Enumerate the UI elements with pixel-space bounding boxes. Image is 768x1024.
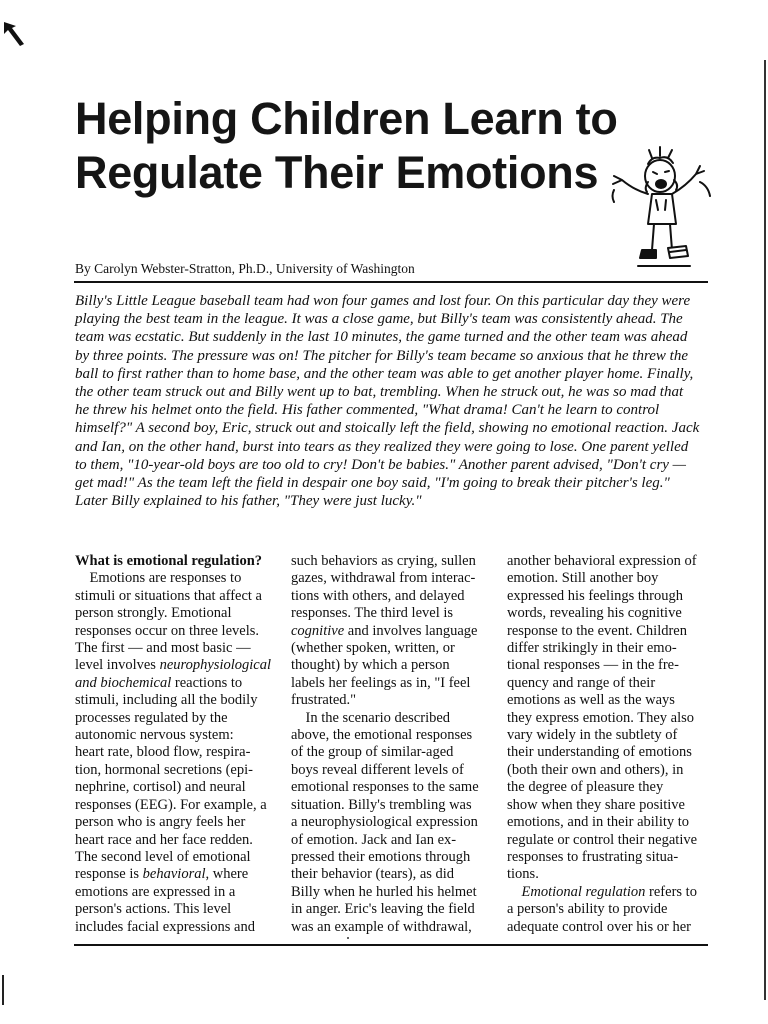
- body-line: regulate or control their negative: [507, 831, 698, 848]
- body-line: (whether spoken, written, or: [291, 640, 455, 657]
- body-line: show when they share positive: [507, 796, 685, 813]
- intro-line: the other team struck out and Billy went up to bat, trembling. When he struck out, he was so mad that: [75, 384, 684, 401]
- body-line: tions with others, and delayed: [291, 587, 465, 604]
- body-line: their behavior (tears), as did: [291, 866, 455, 883]
- body-line: person who is angry feels her: [75, 814, 246, 831]
- column-1: [75, 553, 280, 936]
- body-line: tional responses — in the fre-: [507, 657, 679, 674]
- scan-edge-line: [764, 60, 766, 1000]
- body-line: (both their own and others), in: [507, 761, 684, 778]
- intro-line: to them, "10-year-old boys are too old to cry! Don't be babies." Another parent advised, "Don't cry —: [75, 456, 687, 473]
- body-line: heart rate, blood flow, respira-: [75, 744, 251, 761]
- body-line: such behaviors as crying, sullen: [291, 553, 476, 569]
- body-line: Emotional regulation refers to: [521, 883, 697, 900]
- body-line: quency and range of their: [507, 674, 656, 691]
- body-line: emotion. Still another boy: [507, 570, 659, 587]
- intro-line: playing the best team in the league. It was a close game, but Billy's team was consistently ahead. The: [75, 311, 683, 328]
- page-speck: [347, 937, 349, 939]
- body-line: emotions, and in their ability to: [507, 814, 690, 831]
- intro-line: team was ecstatic. But suddenly in the last 10 minutes, the game turned and the other team was ahead: [75, 329, 688, 346]
- body-line: another behavioral expression of: [507, 553, 697, 569]
- intro-line: himself?" A second boy, Eric, struck out and stoically left the field, showing no emotional reaction. Jack: [75, 420, 700, 437]
- body-line: responses. The third level is: [291, 605, 454, 622]
- body-line: response is behavioral, where: [75, 866, 249, 883]
- intro-line: Billy's Little League baseball team had won four games and lost four. On this particular day they were: [75, 293, 691, 309]
- body-line: In the scenario described: [291, 709, 451, 726]
- body-line: of emotion. Jack and Ian ex-: [291, 831, 457, 848]
- body-line: The first — and most basic —: [75, 640, 251, 657]
- body-line: stimuli or situations that affect a: [75, 587, 262, 604]
- bottom-divider: [74, 944, 708, 946]
- body-line: Billy when he hurled his helmet: [291, 883, 477, 900]
- body-line: adequate control over his or her: [507, 918, 691, 935]
- body-line: Emotions are responses to: [75, 570, 242, 587]
- body-line: includes facial expressions and: [75, 918, 255, 935]
- column-2: [291, 553, 491, 936]
- body-line: in anger. Eric's leaving the field: [291, 901, 475, 918]
- body-line: responses occur on three levels.: [75, 622, 260, 639]
- intro-paragraph: [75, 292, 709, 510]
- page-title: [75, 92, 635, 200]
- body-line: tions.: [507, 866, 539, 883]
- body-line: autonomic nervous system:: [75, 727, 234, 744]
- intro-line: and Ian, on the other hand, burst into tears as they realized they were going to lose. One parent yelled: [75, 438, 689, 455]
- body-line: emotions are expressed in a: [75, 883, 236, 900]
- byline: By Carolyn Webster-Stratton, Ph.D., University of Washington: [75, 261, 415, 276]
- body-line: pressed their emotions through: [291, 848, 471, 865]
- intro-line: by three points. The pressure was on! The pitcher for Billy's team became so anxious that he threw the: [75, 347, 688, 364]
- body-line: boys reveal different levels of: [291, 761, 464, 778]
- intro-line: ball to first rather than to home base, and the other team was able to get another player home. Finally,: [75, 365, 694, 382]
- top-divider: [74, 281, 708, 283]
- body-line: level involves neurophysiological: [75, 657, 271, 674]
- body-line: responses (EEG). For example, a: [75, 796, 267, 813]
- body-line: expressed his feelings through: [507, 587, 683, 604]
- body-line: stimuli, including all the bodily: [75, 692, 258, 709]
- body-line: person's actions. This level: [75, 901, 232, 918]
- body-line: person strongly. Emotional: [75, 605, 232, 622]
- body-line: a person's ability to provide: [507, 901, 668, 918]
- body-line: emotional responses to the same: [291, 779, 479, 796]
- body-line: their understanding of emotions: [507, 744, 692, 761]
- body-line: words, revealing his cognitive: [507, 605, 682, 622]
- body-line: the degree of pleasure they: [507, 779, 664, 796]
- body-line: cognitive and involves language: [291, 622, 478, 639]
- title-line-1: Helping Children Learn to: [75, 93, 618, 144]
- corner-arrow-mark: [2, 20, 26, 48]
- body-line: tion, hormonal secretions (epi-: [75, 761, 253, 778]
- body-line: situation. Billy's trembling was: [291, 796, 472, 813]
- body-line: above, the emotional responses: [291, 727, 473, 744]
- body-line: gazes, withdrawal from interac-: [291, 570, 476, 587]
- body-line: a neurophysiological expression: [291, 814, 478, 831]
- body-line: was an example of withdrawal,: [291, 918, 472, 935]
- intro-line: get mad!" As the team left the field in despair one boy said, "I'm going to break their pitcher's leg.": [75, 475, 670, 492]
- section-heading: What is emotional regulation?: [75, 553, 263, 569]
- body-line: responses to frustrating situa-: [507, 848, 679, 865]
- column-3: [507, 553, 712, 936]
- body-line: and biochemical reactions to: [75, 674, 243, 691]
- scan-edge-line-left: [2, 975, 4, 1005]
- body-line: thought) by which a person: [291, 657, 450, 674]
- intro-line: Later Billy explained to his father, "They were just lucky.": [75, 493, 422, 510]
- body-line: emotions as well as the ways: [507, 692, 675, 709]
- body-line: response to the event. Children: [507, 622, 687, 639]
- body-line: The second level of emotional: [75, 848, 251, 865]
- body-line: frustrated.": [291, 692, 357, 709]
- crying-child-illustration: [608, 142, 718, 278]
- body-line: of the group of similar-aged: [291, 744, 454, 761]
- body-line: they express emotion. They also: [507, 709, 694, 726]
- body-line: heart race and her face redden.: [75, 831, 253, 848]
- body-line: differ strikingly in their emo-: [507, 640, 677, 657]
- body-line: vary widely in the subtlety of: [507, 727, 678, 744]
- intro-line: he threw his helmet onto the field. His father commented, "What drama! Can't he learn to control: [75, 402, 660, 419]
- body-line: processes regulated by the: [75, 709, 228, 726]
- title-line-2: Regulate Their Emotions: [75, 147, 599, 198]
- body-line: labels her feelings as in, "I feel: [291, 674, 471, 691]
- body-line: nephrine, cortisol) and neural: [75, 779, 246, 796]
